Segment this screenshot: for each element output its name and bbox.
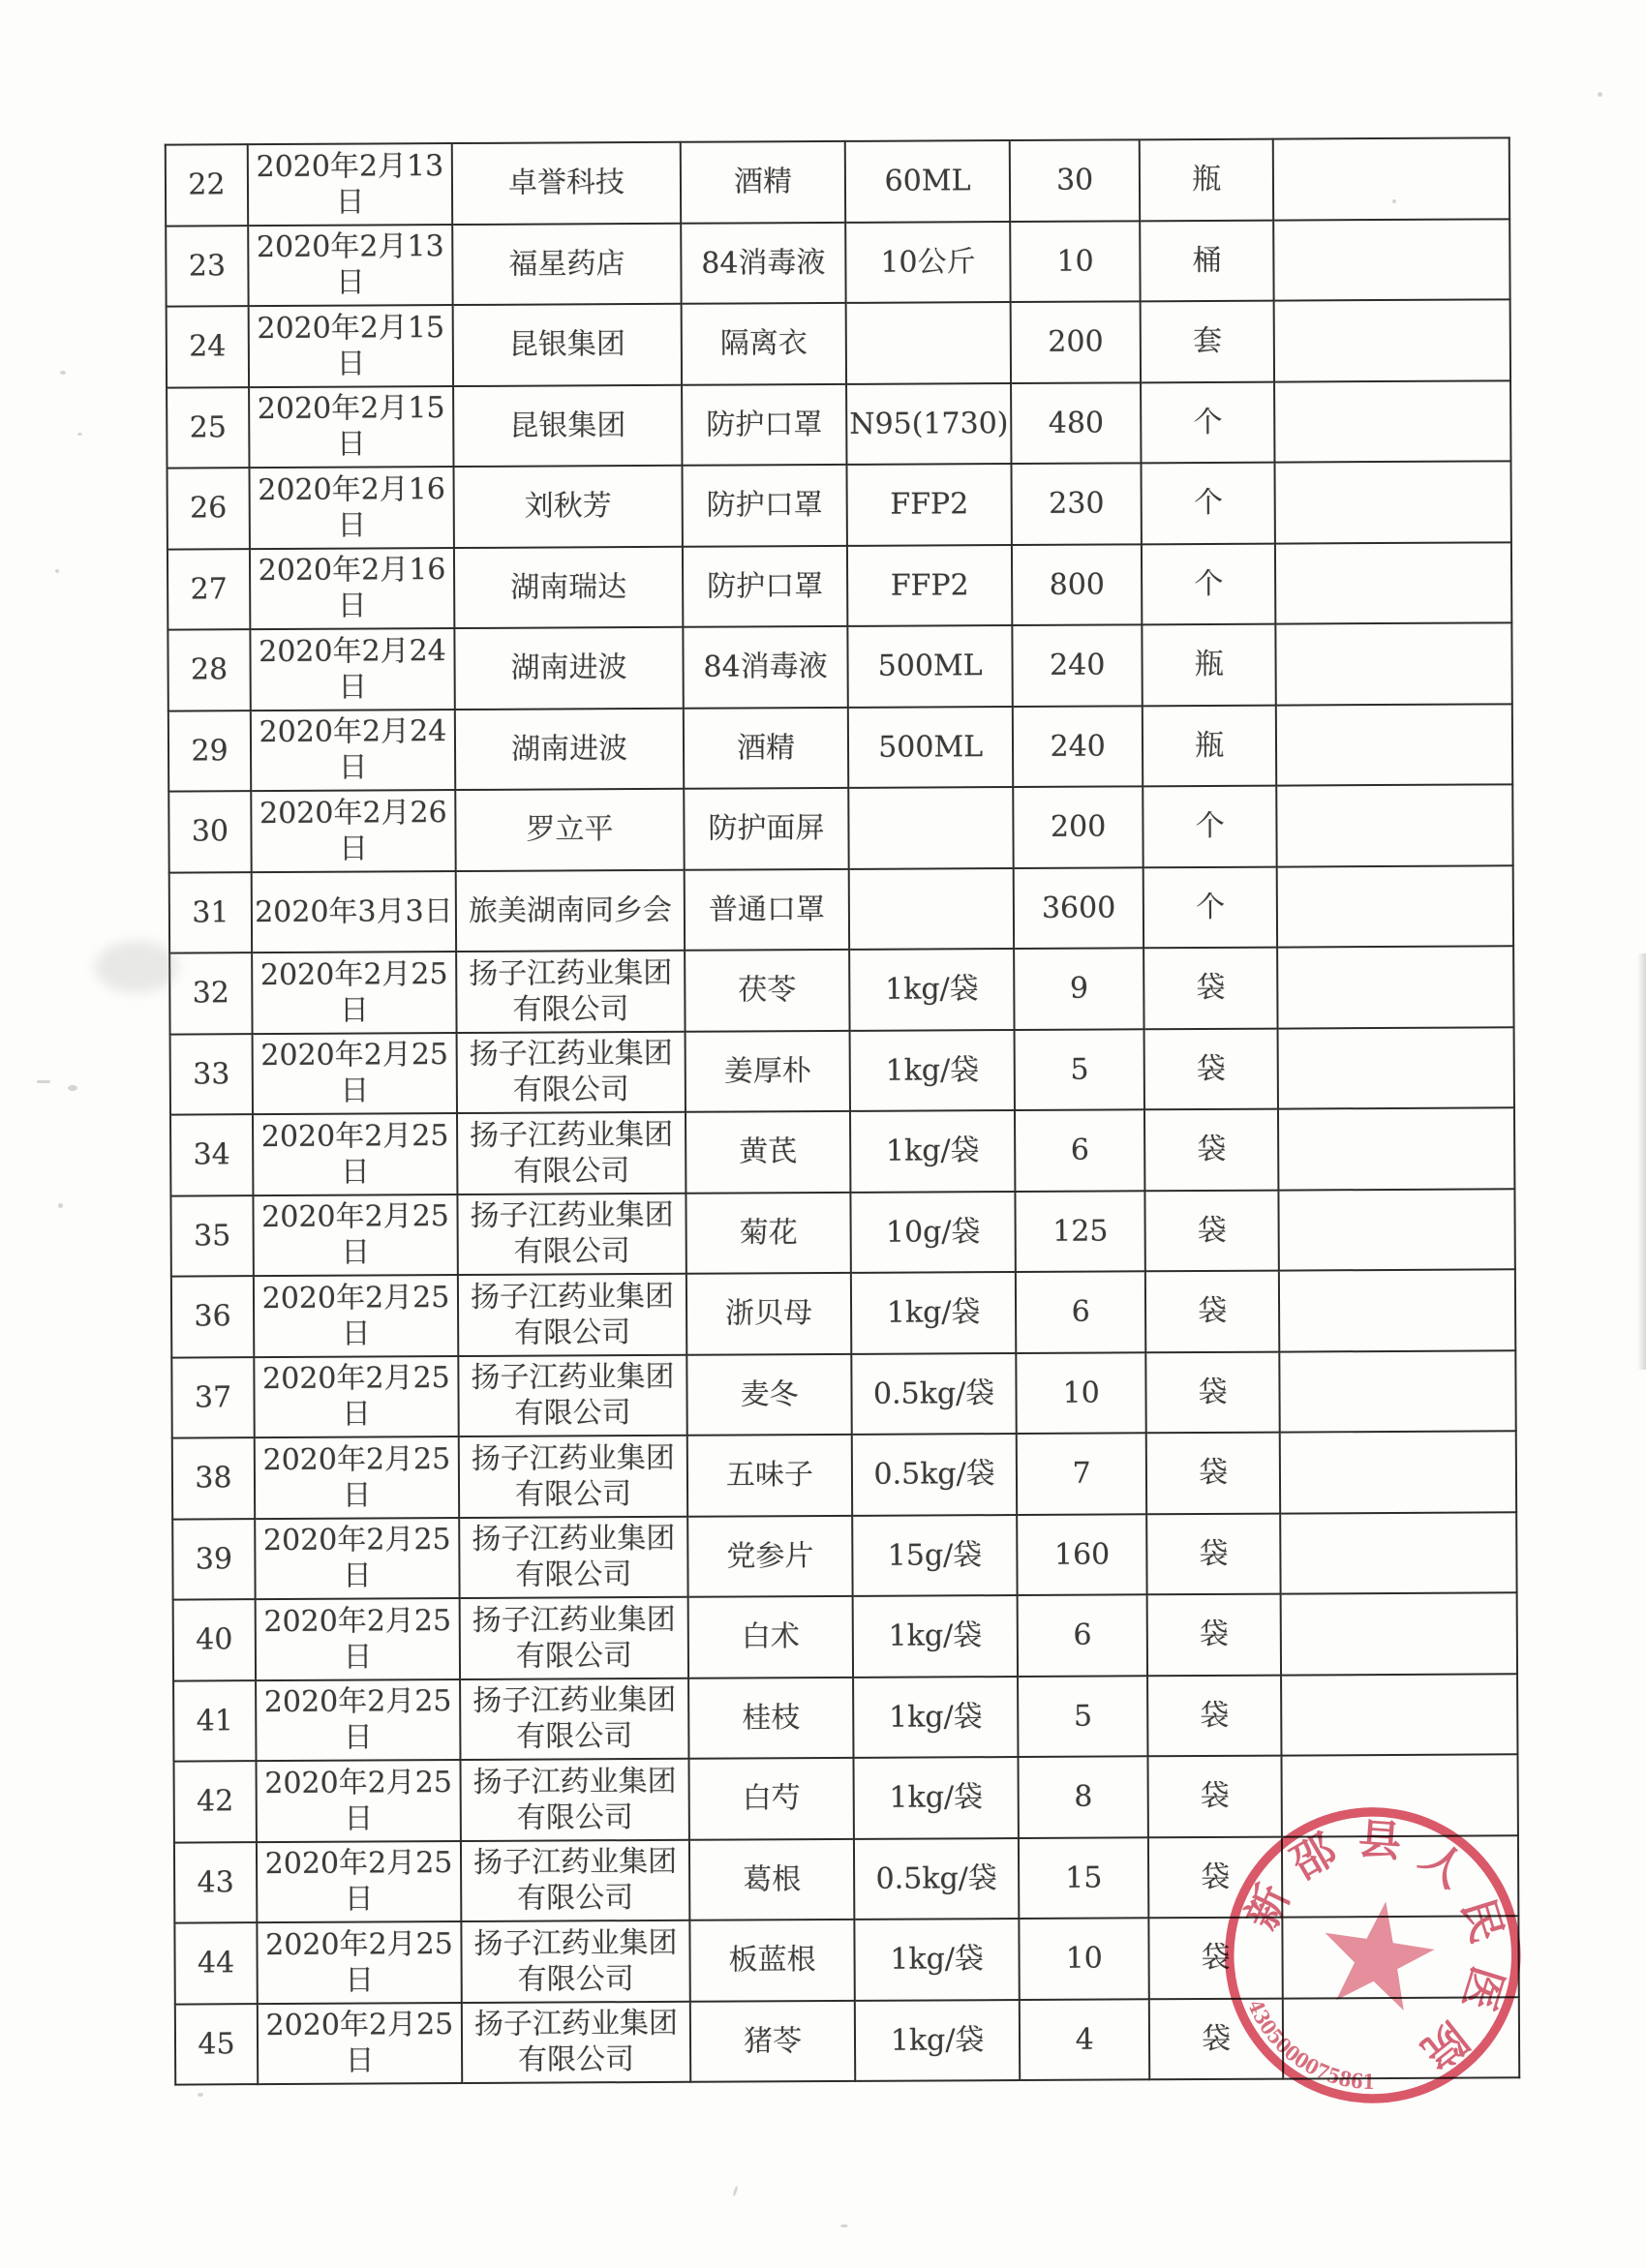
cell-item: 防护面屏 <box>684 788 848 869</box>
cell-spec: FFP2 <box>846 464 1012 545</box>
cell-unit: 袋 <box>1149 1998 1283 2079</box>
cell-date: 2020年2月15日 <box>249 305 453 387</box>
cell-remark <box>1281 1592 1517 1675</box>
cell-item: 葛根 <box>689 1838 854 1920</box>
cell-unit: 桶 <box>1140 220 1273 301</box>
cell-remark <box>1277 946 1513 1028</box>
cell-donor: 刘秋芳 <box>453 466 682 548</box>
cell-date: 2020年3月3日 <box>252 871 456 953</box>
cell-remark <box>1274 380 1510 463</box>
cell-no: 45 <box>175 2004 258 2085</box>
cell-item: 姜厚朴 <box>686 1030 850 1111</box>
cell-no: 25 <box>167 387 249 469</box>
cell-qty: 125 <box>1016 1191 1145 1272</box>
cell-item: 防护口罩 <box>682 383 846 465</box>
cell-no: 31 <box>169 872 252 953</box>
cell-no: 28 <box>168 629 250 711</box>
cell-spec: 500ML <box>847 625 1013 707</box>
cell-item: 猪苓 <box>690 2000 855 2081</box>
scan-speck <box>1392 199 1396 203</box>
scan-speck <box>840 2224 848 2227</box>
cell-no: 35 <box>170 1195 253 1277</box>
cell-donor: 卓誉科技 <box>452 142 681 225</box>
cell-unit: 袋 <box>1145 1271 1279 1352</box>
cell-spec: 0.5kg/袋 <box>851 1353 1017 1435</box>
cell-unit: 袋 <box>1146 1513 1280 1594</box>
cell-unit: 瓶 <box>1140 139 1273 221</box>
cell-no: 42 <box>173 1761 256 1842</box>
cell-spec: 1kg/袋 <box>853 1595 1019 1677</box>
cell-no: 39 <box>172 1519 255 1600</box>
cell-donor: 扬子江药业集团 有限公司 <box>457 1193 686 1275</box>
cell-spec: 1kg/袋 <box>853 1677 1019 1758</box>
table-row <box>173 1674 1518 1762</box>
cell-remark <box>1278 1107 1514 1190</box>
table-row <box>168 784 1513 872</box>
table-row <box>167 299 1511 387</box>
cell-remark <box>1279 1269 1515 1351</box>
cell-remark <box>1279 1189 1515 1271</box>
cell-date: 2020年2月13日 <box>248 143 452 226</box>
cell-unit: 袋 <box>1144 1028 1278 1109</box>
cell-spec: 10公斤 <box>845 222 1011 303</box>
table-row <box>172 1512 1517 1600</box>
cell-qty: 5 <box>1018 1676 1147 1757</box>
cell-qty: 5 <box>1015 1029 1144 1110</box>
cell-item: 防护口罩 <box>683 545 847 626</box>
cell-item: 黄芪 <box>686 1111 850 1193</box>
cell-date: 2020年2月13日 <box>248 225 452 307</box>
cell-donor: 福星药店 <box>452 223 681 305</box>
cell-qty: 200 <box>1011 301 1141 382</box>
cell-qty: 10 <box>1016 1352 1145 1434</box>
cell-qty: 10 <box>1010 221 1140 302</box>
cell-spec: 1kg/袋 <box>851 1272 1017 1353</box>
cell-item: 麦冬 <box>686 1353 851 1435</box>
cell-unit: 个 <box>1143 866 1277 948</box>
cell-date: 2020年2月25日 <box>253 1194 457 1277</box>
cell-unit: 个 <box>1143 786 1276 867</box>
scan-speck <box>198 2093 203 2097</box>
cell-remark <box>1280 1512 1516 1594</box>
cell-date: 2020年2月25日 <box>258 2003 462 2085</box>
cell-remark <box>1275 542 1511 624</box>
table-row <box>168 704 1513 792</box>
scan-speck <box>1598 92 1602 97</box>
cell-donor: 扬子江药业集团 有限公司 <box>457 1112 686 1194</box>
cell-qty: 6 <box>1016 1271 1145 1352</box>
table-row <box>168 542 1512 630</box>
cell-item: 普通口罩 <box>685 868 849 950</box>
scan-speck <box>37 1080 50 1083</box>
table-row <box>169 865 1514 953</box>
table-row <box>166 137 1510 226</box>
cell-item: 板蓝根 <box>689 1920 854 2001</box>
cell-donor: 湖南进波 <box>455 708 684 790</box>
cell-qty: 800 <box>1012 544 1142 625</box>
cell-qty: 200 <box>1013 786 1143 867</box>
table-row <box>167 380 1511 469</box>
table-row <box>170 1027 1515 1115</box>
cell-qty: 240 <box>1013 624 1143 706</box>
cell-no: 24 <box>167 306 249 387</box>
cell-date: 2020年2月26日 <box>251 790 455 872</box>
cell-qty: 7 <box>1017 1433 1146 1514</box>
cell-spec: 500ML <box>848 707 1014 788</box>
cell-no: 32 <box>169 953 252 1034</box>
cell-qty: 4 <box>1020 1999 1149 2080</box>
cell-donor: 湖南进波 <box>454 627 683 710</box>
cell-donor: 扬子江药业集团 有限公司 <box>458 1354 686 1436</box>
table-row <box>168 622 1512 711</box>
cell-spec: 1kg/袋 <box>853 1757 1019 1838</box>
cell-unit: 袋 <box>1143 948 1277 1029</box>
cell-no: 40 <box>173 1599 256 1680</box>
cell-unit: 袋 <box>1146 1433 1280 1514</box>
cell-spec: 1kg/袋 <box>854 1919 1020 2000</box>
cell-item: 白芍 <box>688 1758 853 1839</box>
cell-remark <box>1273 219 1509 301</box>
cell-remark <box>1274 299 1510 381</box>
seal-ring-text: 新邵县人民医院 <box>1236 1814 1512 2079</box>
cell-date: 2020年2月25日 <box>257 1841 461 1923</box>
cell-spec: 1kg/袋 <box>849 949 1015 1030</box>
cell-qty: 240 <box>1013 706 1143 787</box>
cell-donor: 扬子江药业集团 有限公司 <box>459 1436 687 1518</box>
cell-spec: 10g/袋 <box>850 1192 1016 1273</box>
table-row <box>172 1431 1517 1519</box>
cell-qty: 9 <box>1014 948 1143 1029</box>
cell-remark <box>1277 865 1513 948</box>
cell-donor: 湖南瑞达 <box>454 546 683 628</box>
cell-no: 44 <box>174 1922 257 2004</box>
cell-unit: 个 <box>1142 543 1275 624</box>
cell-unit: 袋 <box>1147 1675 1281 1756</box>
table-row <box>168 461 1512 549</box>
cell-unit: 套 <box>1141 301 1274 382</box>
cell-donor: 扬子江药业集团 有限公司 <box>462 2001 690 2083</box>
cell-spec: N95(1730) <box>846 383 1012 465</box>
cell-spec: 1kg/袋 <box>855 2000 1021 2081</box>
cell-no: 38 <box>172 1437 255 1519</box>
cell-unit: 瓶 <box>1143 624 1276 706</box>
cell-date: 2020年2月25日 <box>253 1033 457 1115</box>
cell-date: 2020年2月24日 <box>250 628 454 711</box>
cell-item: 茯苓 <box>685 950 849 1031</box>
cell-remark <box>1281 1674 1517 1756</box>
cell-spec: 15g/袋 <box>852 1515 1018 1596</box>
cell-donor: 扬子江药业集团 有限公司 <box>460 1678 688 1760</box>
cell-item: 84消毒液 <box>681 222 845 303</box>
cell-donor: 昆银集团 <box>453 384 682 467</box>
cell-no: 27 <box>168 549 250 630</box>
cell-donor: 扬子江药业集团 有限公司 <box>460 1597 688 1679</box>
cell-date: 2020年2月16日 <box>250 467 454 549</box>
cell-date: 2020年2月25日 <box>254 1275 458 1357</box>
cell-unit: 瓶 <box>1143 705 1276 786</box>
cell-remark <box>1275 461 1511 543</box>
cell-date: 2020年2月25日 <box>257 1921 461 2004</box>
cell-item: 白术 <box>688 1596 853 1678</box>
cell-item: 防护口罩 <box>682 465 846 546</box>
cell-donor: 罗立平 <box>455 789 684 871</box>
cell-donor: 扬子江药业集团 有限公司 <box>461 1839 689 1921</box>
table-row <box>171 1350 1516 1438</box>
seal-serial-number: 4305000075861 <box>1242 1995 1378 2095</box>
cell-item: 酒精 <box>684 707 848 788</box>
cell-qty: 160 <box>1017 1514 1146 1595</box>
cell-donor: 昆银集团 <box>453 304 682 386</box>
cell-date: 2020年2月16日 <box>250 548 454 630</box>
cell-donor: 扬子江药业集团 有限公司 <box>459 1516 687 1598</box>
table-row <box>173 1592 1518 1680</box>
cell-remark <box>1276 704 1512 786</box>
cell-unit: 袋 <box>1147 1594 1281 1676</box>
cell-unit: 袋 <box>1144 1109 1278 1191</box>
cell-qty: 15 <box>1019 1837 1148 1919</box>
cell-date: 2020年2月15日 <box>249 386 453 469</box>
cell-remark <box>1279 1350 1515 1433</box>
cell-item: 桂枝 <box>688 1677 853 1758</box>
cell-item: 酒精 <box>681 141 845 223</box>
cell-date: 2020年2月25日 <box>256 1760 460 1842</box>
table-row <box>170 1107 1515 1195</box>
scan-speck <box>55 569 59 573</box>
cell-spec <box>846 302 1012 383</box>
cell-no: 29 <box>168 711 251 792</box>
cell-date: 2020年2月25日 <box>255 1436 459 1519</box>
cell-unit: 个 <box>1141 381 1274 463</box>
cell-no: 30 <box>168 791 251 872</box>
cell-remark <box>1276 622 1512 705</box>
cell-qty: 30 <box>1010 139 1140 221</box>
scan-smudge <box>95 941 178 993</box>
cell-unit: 袋 <box>1145 1190 1279 1271</box>
cell-date: 2020年2月25日 <box>256 1679 460 1762</box>
cell-donor: 扬子江药业集团 有限公司 <box>456 951 685 1033</box>
cell-date: 2020年2月24日 <box>251 710 455 792</box>
cell-item: 浙贝母 <box>686 1273 851 1354</box>
cell-qty: 3600 <box>1014 867 1143 949</box>
cell-unit: 袋 <box>1145 1351 1279 1433</box>
scan-speck <box>77 433 82 436</box>
cell-no: 33 <box>170 1034 253 1115</box>
cell-unit: 袋 <box>1148 1756 1282 1837</box>
table-row <box>166 219 1510 307</box>
scan-speck <box>58 1203 63 1208</box>
cell-qty: 6 <box>1018 1594 1147 1676</box>
cell-qty: 10 <box>1020 1918 1149 1999</box>
cell-item: 五味子 <box>687 1435 852 1516</box>
cell-qty: 6 <box>1015 1109 1144 1191</box>
cell-donor: 扬子江药业集团 有限公司 <box>457 1031 686 1113</box>
cell-donor: 扬子江药业集团 有限公司 <box>461 1920 689 2003</box>
cell-spec: 1kg/袋 <box>850 1110 1016 1192</box>
cell-no: 37 <box>171 1357 254 1438</box>
cell-spec: 1kg/袋 <box>850 1030 1016 1111</box>
cell-qty: 480 <box>1011 382 1141 464</box>
cell-no: 41 <box>173 1680 256 1762</box>
cell-item: 党参片 <box>687 1515 852 1596</box>
cell-item: 菊花 <box>686 1192 850 1273</box>
cell-spec: 60ML <box>845 140 1011 222</box>
cell-unit: 袋 <box>1149 1918 1283 1999</box>
cell-remark <box>1273 137 1509 220</box>
cell-spec: FFP2 <box>847 545 1013 626</box>
cell-spec: 0.5kg/袋 <box>852 1434 1018 1515</box>
cell-remark <box>1280 1431 1516 1513</box>
cell-no: 26 <box>168 468 250 549</box>
seal-star <box>1315 1893 1440 2014</box>
cell-remark <box>1276 784 1512 866</box>
cell-spec <box>848 787 1014 868</box>
cell-unit: 袋 <box>1148 1836 1282 1918</box>
scan-speck <box>68 1085 77 1091</box>
cell-unit: 个 <box>1142 463 1275 544</box>
cell-remark <box>1278 1027 1514 1109</box>
official-seal-stamp <box>1220 1802 1528 2110</box>
cell-no: 43 <box>174 1842 257 1923</box>
cell-date: 2020年2月25日 <box>256 1598 460 1680</box>
cell-date: 2020年2月25日 <box>255 1518 459 1600</box>
cell-no: 22 <box>166 144 248 226</box>
cell-item: 84消毒液 <box>683 626 847 708</box>
page-edge-shade <box>1637 953 1646 1370</box>
cell-date: 2020年2月25日 <box>252 952 456 1034</box>
cell-donor: 旅美湖南同乡会 <box>456 869 685 952</box>
table-row <box>171 1269 1516 1357</box>
table-row <box>169 946 1514 1034</box>
cell-no: 34 <box>170 1114 253 1195</box>
scan-speck <box>60 371 66 375</box>
table-row <box>170 1189 1515 1277</box>
cell-item: 隔离衣 <box>682 303 846 384</box>
cell-qty: 8 <box>1019 1756 1148 1837</box>
cell-qty: 230 <box>1012 463 1142 544</box>
cell-date: 2020年2月25日 <box>254 1356 458 1438</box>
cell-no: 23 <box>166 226 248 307</box>
cell-spec: 0.5kg/袋 <box>854 1838 1020 1920</box>
cell-no: 36 <box>171 1276 254 1357</box>
cell-donor: 扬子江药业集团 有限公司 <box>460 1759 688 1841</box>
cell-donor: 扬子江药业集团 有限公司 <box>458 1274 686 1356</box>
cell-spec <box>849 868 1015 950</box>
cell-date: 2020年2月25日 <box>253 1113 457 1195</box>
